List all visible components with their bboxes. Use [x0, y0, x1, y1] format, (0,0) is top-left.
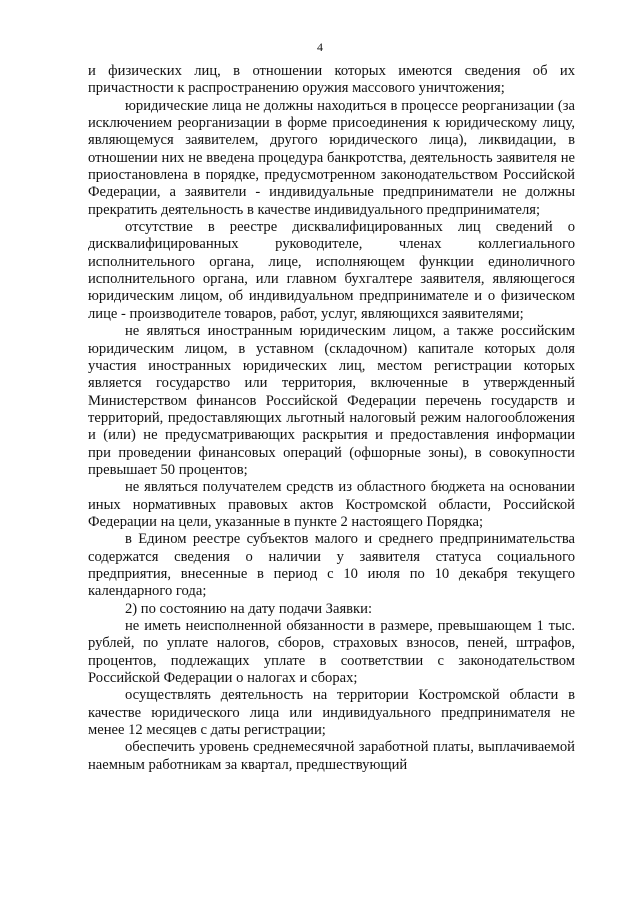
- paragraph-disqualified-persons: отсутствие в реестре дисквалифицированных лиц сведений о дисквалифицированных руководителе, членах коллегиального исполнительного органа, лице, исполняющем функции единоличного исполнительного органа, или главном бухгалтере заявителя, являющегося юридическим лицом, об индивидуальном предпринимателе и о физическом лице - производителе товаров, работ, услуг, являющихся заявителями;: [88, 219, 575, 322]
- paragraph-tax-obligations: не иметь неисполненной обязанности в размере, превышающем 1 тыс. рублей, по уплате налогов, сборов, страховых взносов, пеней, штрафов, процентов, подлежащих уплате в соответствии с законодательством Российской Федерации о налогах и сборах;: [88, 618, 575, 687]
- paragraph-foreign-entity: не являться иностранным юридическим лицом, а также российским юридическим лицом, в уставном (складочном) капитале которых доля участия иностранных юридических лиц, местом регистрации которых является государство или территория, включенные в утвержденный Министерством финансов Российской Федерации перечень государств и территорий, предоставляющих льготный налоговый режим налогообложения и (или) не предусматривающих раскрытия и предоставления информации при проведении финансовых операций (офшорные зоны), в совокупности превышает 50 процентов;: [88, 323, 575, 478]
- page-number: 4: [317, 40, 323, 54]
- paragraph-activity-duration: осуществлять деятельность на территории Костромской области в качестве юридического лица или индивидуального предпринимателя не менее 12 месяцев с даты регистрации;: [88, 687, 575, 739]
- paragraph-average-salary: обеспечить уровень среднемесячной заработной платы, выплачиваемой наемным работникам за квартал, предшествующий: [88, 739, 575, 773]
- paragraph-budget-funds: не являться получателем средств из областного бюджета на основании иных нормативных правовых актов Костромской области, Российской Федерации на цели, указанные в пункте 2 настоящего Порядка;: [88, 479, 575, 530]
- paragraph-reorganization-requirement: юридические лица не должны находиться в процессе реорганизации (за исключением реорганизации в форме присоединения к юридическому лицу, являющемуся заявителем, другого юридического лица), ликвидации, в отношении них не введена процедура банкротства, деятельность заявителя не приостановлена в порядке, предусмотренном законодательством Российской Федерации, а заявители - индивидуальные предприниматели не должны прекратить деятельность в качестве индивидуального предпринимателя;: [88, 97, 575, 218]
- paragraph-sme-registry: в Едином реестре субъектов малого и среднего предпринимательства содержатся сведения о наличии у заявителя статуса социального предприятия, внесенные в период с 10 июля по 10 декабря текущего календарного года;: [88, 531, 575, 600]
- paragraph-application-date-heading: 2) по состоянию на дату подачи Заявки:: [125, 600, 373, 617]
- paragraph-continuation: и физических лиц, в отношении которых имеются сведения об их причастности к распространению оружия массового уничтожения;: [88, 63, 575, 97]
- document-body: [88, 63, 575, 774]
